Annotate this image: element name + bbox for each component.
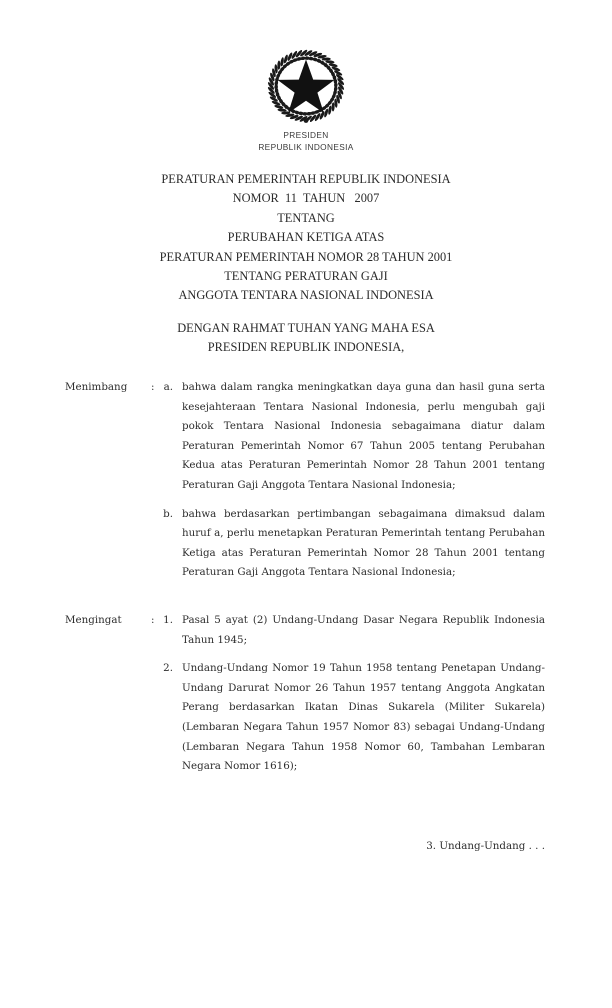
emblem-caption-line-1: PRESIDEN (283, 130, 329, 140)
mengingat-marker-2: 2. (163, 662, 173, 675)
mengingat-marker-1: 1. (163, 614, 173, 626)
menimbang-text-a: bahwa dalam rangka meningkatkan daya guna dan hasil guna serta kesejahteraan Tentara Nasional Indonesia, perlu mengubah gaji pokok Tentara Nasional Indonesia sebagaimana diatur dalam Peraturan Pemerintah Nomor 67 Tahun 2005 tentang Perubahan Kedua atas Peraturan Pemerintah Nomor 28 Tahun 2001 tentang Peraturan Gaji Anggota Tentara Nasional Indonesia; (182, 381, 545, 491)
title-line: NOMOR 11 TAHUN 2007 (232, 191, 380, 206)
mengingat-text-2: Undang-Undang Nomor 19 Tahun 1958 tentang Penetapan Undang-Undang Darurat Nomor 26 Tahun 1957 tentang Anggota Angkatan Perang berdasarkan Ikatan Dinas Sukarela (Militer Sukarela) (Lembaran Negara Tahun 1957 Nomor 83) sebagai Undang-Undang (Lembaran Negara Tahun 1958 Nomor 60, Tambahan Lembaran Negara Nomor 1616); (182, 662, 545, 773)
mengingat-text-1: Pasal 5 ayat (2) Undang-Undang Dasar Negara Republik Indonesia Tahun 1945; (182, 614, 545, 646)
mengingat-item-1 (65, 611, 545, 650)
title-line: PERATURAN PEMERINTAH REPUBLIK INDONESIA (161, 172, 451, 186)
menimbang-item-b (65, 505, 545, 583)
invocation-line: PRESIDEN REPUBLIK INDONESIA, (207, 340, 405, 355)
mengingat-item-2 (65, 659, 545, 777)
menimbang-marker-a: a. (163, 381, 173, 393)
emblem-caption (0, 130, 612, 153)
title-line: PERATURAN PEMERINTAH NOMOR 28 TAHUN 2001 (159, 249, 453, 264)
title-line: PERUBAHAN KETIGA ATAS (227, 230, 385, 245)
invocation-line: DENGAN RAHMAT TUHAN YANG MAHA ESA (177, 320, 435, 335)
page-continuation-note: 3. Undang-Undang . . . (426, 840, 545, 852)
mengingat-colon: : (151, 614, 155, 626)
menimbang-label: Menimbang (65, 381, 128, 393)
emblem-caption-line-2: REPUBLIK INDONESIA (258, 141, 354, 152)
title-line: TENTANG PERATURAN GAJI (224, 269, 388, 284)
emblem-block (0, 34, 612, 153)
presidential-seal-icon (258, 34, 354, 126)
mengingat-section (65, 611, 545, 777)
title-line: ANGGOTA TENTARA NASIONAL INDONESIA (178, 288, 434, 303)
menimbang-colon: : (151, 381, 155, 393)
menimbang-item-a (65, 378, 545, 496)
menimbang-marker-b: b. (163, 507, 173, 520)
mengingat-label: Mengingat (65, 614, 122, 626)
menimbang-section (65, 378, 545, 583)
menimbang-text-b: bahwa berdasarkan pertimbangan sebagaimana dimaksud dalam huruf a, perlu menetapkan Peraturan Pemerintah tentang Perubahan Ketiga atas Peraturan Pemerintah Nomor 28 Tahun 2001 tentang Peraturan Gaji Anggota Tentara Nasional Indonesia; (182, 507, 545, 579)
document-title-block (0, 170, 612, 358)
title-line: TENTANG (277, 210, 335, 225)
